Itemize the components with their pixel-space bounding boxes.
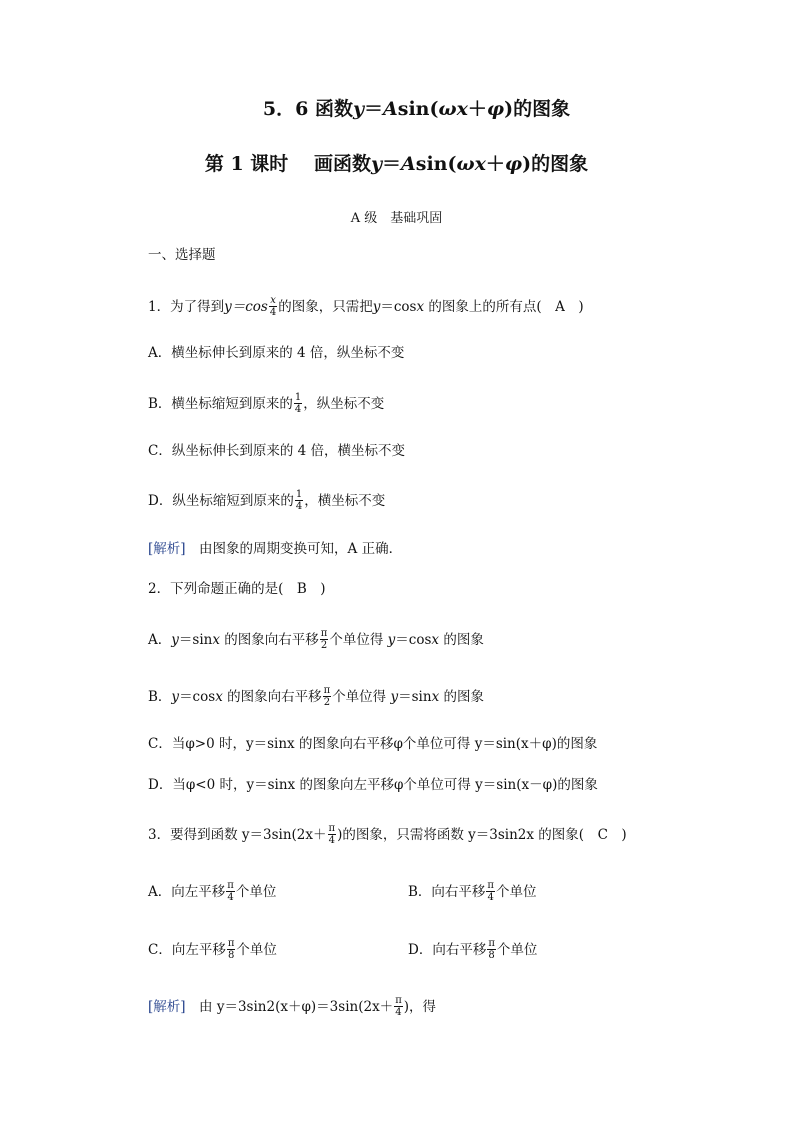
q2-option-a-num: π: [320, 628, 328, 639]
title-plus: ＋: [467, 98, 487, 120]
q2-option-b-den: 2: [323, 697, 331, 708]
q1-stem-cos: ＝cos: [380, 299, 417, 315]
q2-option-b-end: 的图象: [439, 689, 484, 705]
q3-stem-end: )的图象，只需将函数 y＝3sin2x 的图象( C ): [337, 827, 627, 843]
q1-stem: [148, 296, 584, 319]
q1-stem-var: y: [372, 299, 381, 315]
q2-option-a-text2: 个单位得: [329, 632, 388, 648]
q3-option-c-end: 个单位: [236, 942, 277, 958]
q3-option-b-num: π: [487, 880, 494, 891]
q2-option-a-y2: y: [387, 632, 396, 648]
title-sin: sin(: [397, 98, 439, 120]
q1-stem-x: x: [416, 299, 425, 315]
q2-option-b-fraction: [323, 685, 332, 708]
q2-option-b-y: y: [171, 689, 180, 705]
q3-analysis-text: 由 y＝3sin2(x＋φ)＝3sin(2x＋: [185, 999, 394, 1015]
q1-fraction: [269, 295, 277, 318]
page-title: [0, 96, 793, 122]
title-var-a: A: [383, 98, 398, 120]
q2-stem: 2．下列命题正确的是( B ): [148, 581, 326, 597]
q2-option-a-label: A．: [148, 632, 172, 648]
q1-option-b-num: 1: [294, 392, 302, 403]
q1-option-b-text: B．横坐标缩短到原来的: [148, 396, 293, 412]
q1-option-b: [148, 393, 384, 416]
q3-stem-num: π: [328, 823, 336, 834]
q3-option-a-end: 个单位: [235, 884, 277, 900]
q1-option-d-text: D．纵坐标缩短到原来的: [148, 493, 294, 509]
q3-option-c: [148, 939, 277, 962]
q2-option-b-x2: x: [431, 689, 440, 705]
q1-option-d-den: 4: [295, 501, 303, 512]
q3-analysis-den: 4: [395, 1007, 402, 1018]
q3-option-a: [148, 881, 276, 904]
q1-analysis: [148, 541, 402, 557]
q3-option-b-text: B．向右平移: [408, 884, 486, 900]
title-number: 5．6: [262, 98, 309, 120]
q2-option-d: D．当φ<0 时，y＝sinx 的图象向左平移φ个单位可得 y＝sin(x－φ)的图象: [148, 777, 598, 793]
lesson-title: [0, 151, 793, 177]
q3-option-b-fraction: [486, 880, 495, 903]
lesson-eq: ＝: [382, 153, 402, 175]
q2-option-b-sin: ＝sin: [398, 689, 432, 705]
q1-fraction-den: 4: [269, 307, 277, 318]
q3-option-d-text: D．向右平移: [408, 942, 487, 958]
q2-option-a-x: x: [212, 632, 220, 648]
q1-option-b-den: 4: [294, 404, 302, 415]
lesson-number: 第 1 课时: [204, 153, 289, 175]
q2-option-b-x: x: [215, 689, 223, 705]
title-omega: ω: [438, 98, 457, 120]
q3-option-c-fraction: [227, 938, 236, 961]
q2-option-b-label: B．: [148, 689, 172, 705]
q3-option-c-text: C．向左平移: [148, 942, 226, 958]
q2-option-b-cos: ＝cos: [179, 689, 216, 705]
q3-option-d-den: 8: [488, 950, 495, 961]
q3-option-b: [408, 881, 537, 904]
q2-option-a: [148, 629, 484, 652]
q2-option-b: [148, 686, 484, 709]
lesson-text: 画函数: [313, 153, 371, 175]
q3-analysis-fraction: [394, 995, 403, 1018]
level-heading: A 级 基础巩固: [350, 211, 443, 226]
title-var-x: x: [456, 98, 468, 120]
title-suffix: )的图象: [504, 98, 571, 120]
q2-option-a-end: 的图象: [439, 632, 484, 648]
analysis-tag: [解析]: [148, 541, 186, 557]
q2-option-a-x2: x: [431, 632, 440, 648]
q1-stem-mid: 的图象，只需把: [278, 299, 373, 315]
title-var-y: y: [352, 98, 364, 120]
q3-option-d-num: π: [488, 938, 495, 949]
q3-option-a-num: π: [227, 880, 234, 891]
q1-option-d: [148, 490, 385, 513]
q3-analysis: [148, 996, 436, 1019]
q2-option-b-text2: 个单位得: [332, 689, 391, 705]
q1-option-b-end: ，纵坐标不变: [303, 396, 385, 412]
q2-option-b-num: π: [323, 685, 331, 696]
q3-stem-fraction: [328, 823, 337, 846]
q1-stem-end: 的图象上的所有点( A ): [424, 299, 584, 315]
q1-stem-text: 1．为了得到: [148, 299, 225, 315]
q2-option-b-y2: y: [390, 689, 399, 705]
q1-option-b-fraction: [294, 392, 302, 415]
lesson-var-x: x: [474, 153, 486, 175]
q2-option-b-text: 的图象向右平移: [222, 689, 322, 705]
title-phi: φ: [486, 98, 505, 120]
q2-option-a-fraction: [320, 628, 329, 651]
q3-option-d: [408, 939, 537, 962]
lesson-plus: ＋: [485, 153, 505, 175]
q1-stem-func: y＝cos: [224, 299, 268, 315]
lesson-sin: sin(: [415, 153, 457, 175]
q3-stem: [148, 824, 627, 847]
q1-option-d-num: 1: [295, 489, 303, 500]
q3-option-d-end: 个单位: [496, 942, 538, 958]
q1-analysis-text: 由图象的周期变换可知，A 正确．: [185, 541, 403, 557]
q3-option-c-num: π: [227, 938, 235, 949]
q3-option-b-end: 个单位: [496, 884, 537, 900]
q2-option-a-den: 2: [320, 640, 328, 651]
q3-option-b-den: 4: [487, 892, 494, 903]
q3-option-a-text: A．向左平移: [148, 884, 226, 900]
q3-option-d-fraction: [487, 938, 496, 961]
section-heading: 一、选择题: [148, 247, 216, 263]
q2-option-c: C．当φ>0 时，y＝sinx 的图象向右平移φ个单位可得 y＝sin(x＋φ)的图象: [148, 736, 598, 752]
q1-option-d-fraction: [295, 489, 303, 512]
q1-option-a: A．横坐标伸长到原来的 4 倍，纵坐标不变: [148, 345, 405, 361]
q1-option-d-end: ，横坐标不变: [304, 493, 386, 509]
lesson-phi: φ: [504, 153, 523, 175]
q2-option-a-y: y: [171, 632, 179, 648]
q3-option-a-fraction: [226, 880, 235, 903]
q1-option-c: C．纵坐标伸长到原来的 4 倍，横坐标不变: [148, 443, 406, 459]
q3-stem-text: 3．要得到函数 y＝3sin(2x＋: [148, 827, 327, 843]
q3-option-a-den: 4: [227, 892, 234, 903]
q3-stem-den: 4: [328, 835, 335, 846]
q2-option-a-cos: ＝cos: [395, 632, 432, 648]
q2-option-a-sin: ＝sin: [178, 632, 213, 648]
title-text: 函数: [314, 98, 353, 120]
q3-analysis-end: )，得: [403, 999, 437, 1015]
lesson-var-y: y: [370, 153, 382, 175]
q3-analysis-num: π: [395, 995, 402, 1006]
lesson-var-a: A: [401, 153, 416, 175]
q3-option-c-den: 8: [227, 950, 235, 961]
lesson-suffix: )的图象: [522, 153, 589, 175]
analysis-tag: [解析]: [148, 999, 186, 1015]
q2-option-a-text: 的图象向右平移: [219, 632, 319, 648]
lesson-omega: ω: [456, 153, 475, 175]
q1-fraction-num: x: [270, 295, 276, 306]
title-eq: ＝: [364, 98, 384, 120]
